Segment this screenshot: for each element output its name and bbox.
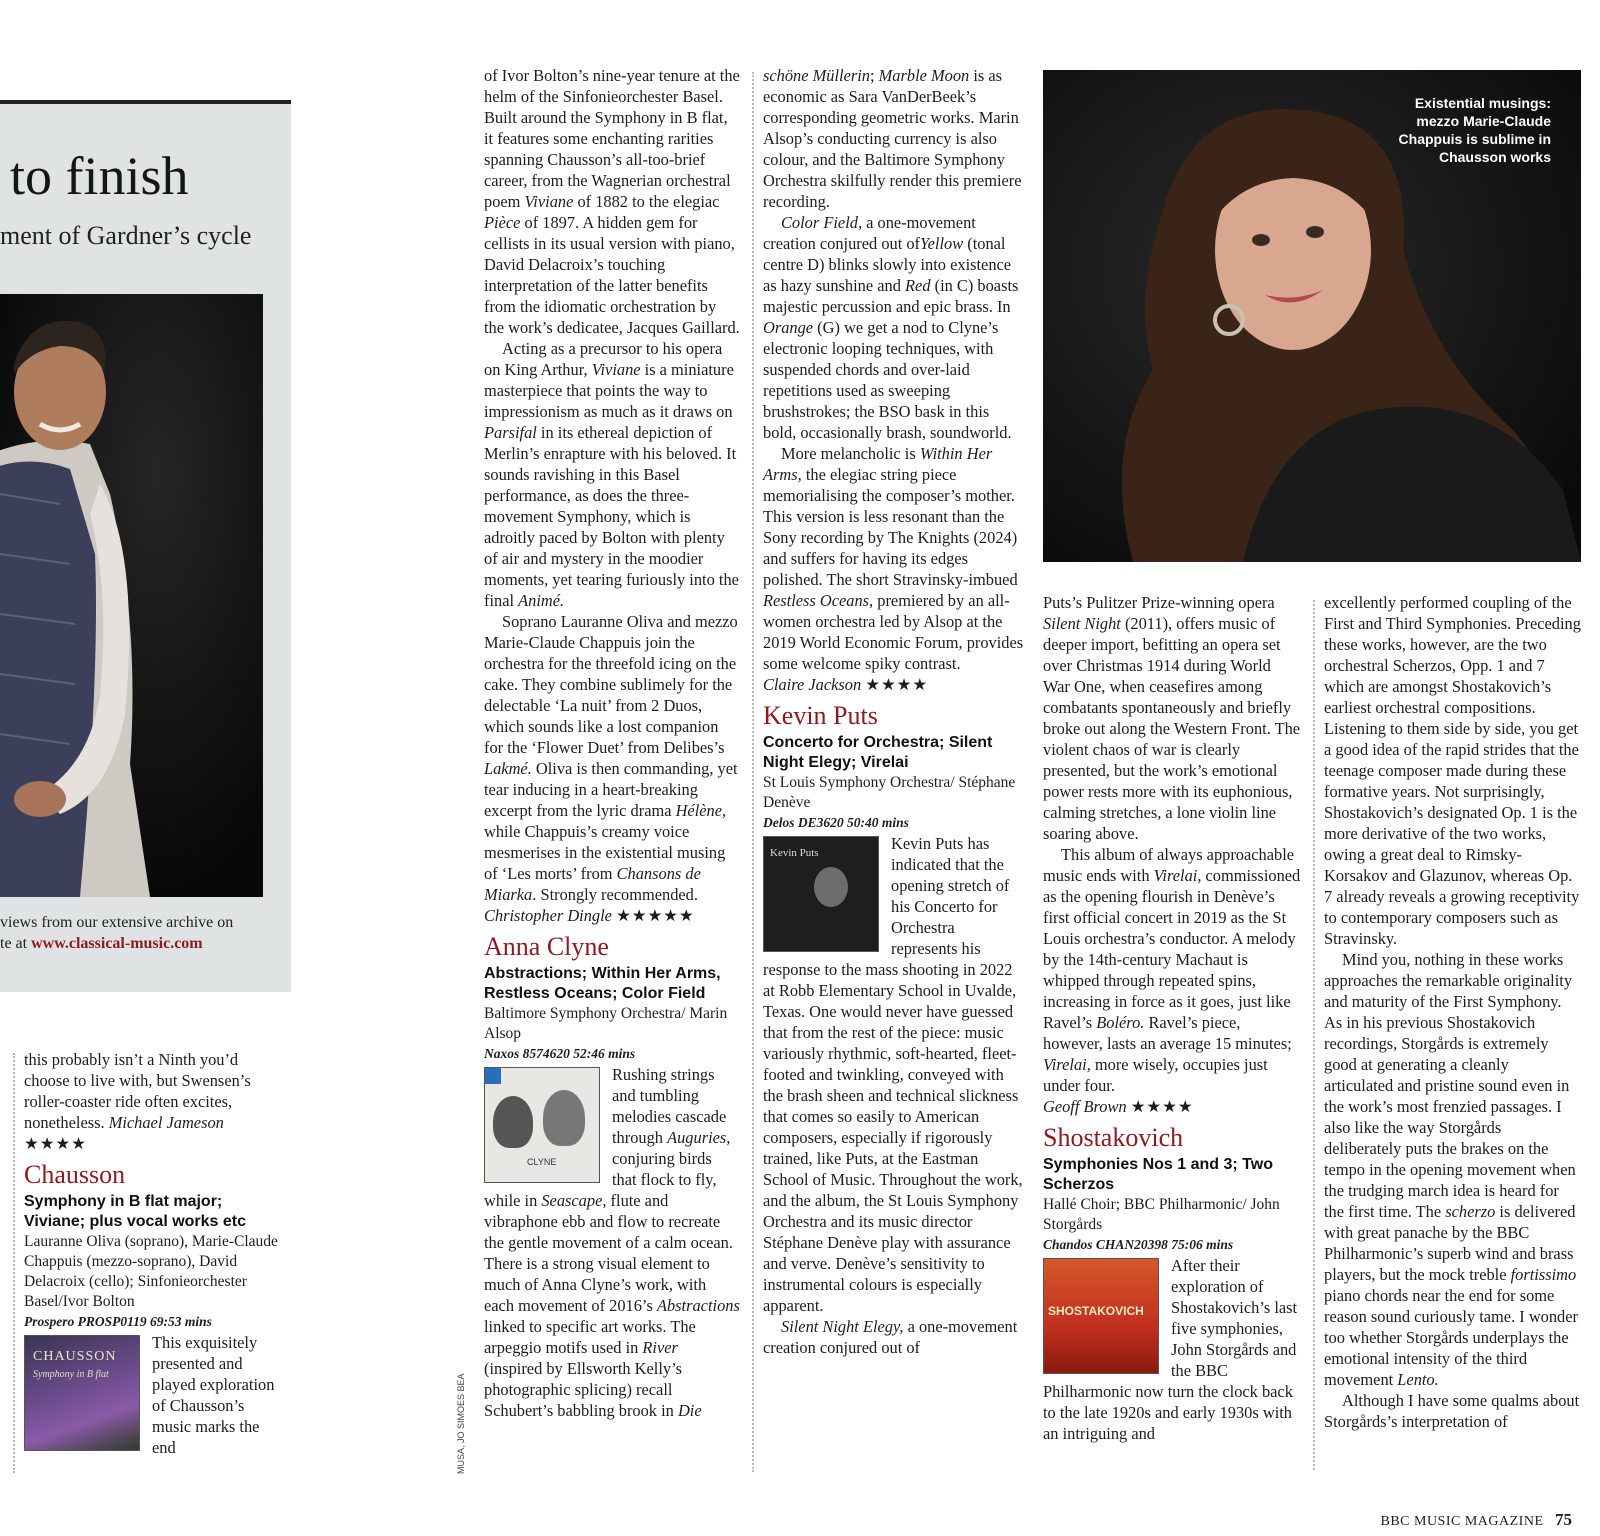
- composer-heading: Anna Clyne: [484, 932, 609, 961]
- photo-caption: Existential musings: mezzo Marie-Claude Chappuis is sublime in Chausson works: [1398, 95, 1551, 165]
- text: . Strongly recommended.: [532, 885, 698, 904]
- column-rule-1: [13, 1053, 15, 1473]
- label-catalogue: Delos DE3620 50:40 mins: [763, 815, 909, 830]
- portrait-1: [493, 1096, 533, 1148]
- star-rating: ★★★★: [24, 1134, 87, 1153]
- label-catalogue: Prospero PROSP0119 69:53 mins: [24, 1314, 212, 1329]
- text: is delivered with great panache by the BBC Philharmonic’s superb wind and brass players, but the mock treble: [1324, 1202, 1576, 1284]
- text: commissioned as the opening flourish in Denève’s first official concert in 2019 as the St Louis orchestra’s conductor. A melody by the 14th-century Machaut is whipped through repeated spins, increasing in force as it goes, just like Ravel’s: [1043, 866, 1301, 1032]
- text: River: [642, 1338, 678, 1357]
- mezzo-photo: [1043, 70, 1581, 562]
- photo-credit: MUSA, JO SIMOES BEA: [456, 1373, 466, 1474]
- performers: Lauranne Oliva (soprano), Marie-Claude Chappuis (mezzo-soprano), David Delacroix (cello); Sinfonieorchester Basel/Ivor Bolton: [24, 1233, 278, 1310]
- text: Lento.: [1397, 1370, 1439, 1389]
- text: the elegiac string piece memorialising the composer’s mother. This version is less resonant than the Sony recording by The Knights (2024) and suffers for having its edges polished. The short Stravinsky-imbued: [763, 465, 1018, 589]
- star-rating: ★★★★: [865, 675, 929, 694]
- text: a one-movement creation conjured out of: [763, 213, 976, 253]
- text: Within Her Arms,: [763, 444, 993, 484]
- album-cover-shostakovich: [1043, 1258, 1159, 1374]
- star-rating: ★★★★: [1130, 1097, 1194, 1116]
- text: is a miniature masterpiece that points the way to impressionism as much as it draws on: [484, 360, 734, 421]
- text: ;: [869, 66, 879, 85]
- text: Auguries,: [667, 1128, 731, 1147]
- text: Boléro.: [1096, 1013, 1145, 1032]
- archive-prefix: te at: [0, 935, 32, 952]
- composer-heading: Kevin Puts: [763, 701, 878, 730]
- text: premiered by an all-women orchestra led by Alsop at the 2019 World Economic Forum, provides some welcome spiky contrast.: [763, 591, 1024, 673]
- reviewer-name: Christopher Dingle: [484, 906, 612, 925]
- text: Silent Night: [1043, 614, 1121, 633]
- column-4: [1043, 592, 1301, 1444]
- text: Hélène,: [675, 801, 727, 820]
- text: Soprano Lauranne Oliva and mezzo Marie-Claude Chappuis join the orchestra for the threefold icing on the cake. They combine sublimely for the delectable ‘La nuit’ from 2 Duos, which sounds like a lost companion for the ‘Flower Duet’ from Delibes’s: [484, 612, 738, 757]
- column-5: [1324, 592, 1582, 1432]
- cover-title: CLYNE: [527, 1157, 557, 1167]
- text: Acting as a precursor to his opera on King Arthur,: [484, 339, 723, 379]
- portrait: [814, 867, 848, 907]
- text: a one-movement creation conjured out of: [763, 1317, 1018, 1357]
- text: schöne Müllerin: [763, 66, 870, 85]
- text: Viviane: [524, 192, 574, 211]
- column-rule-5: [1313, 600, 1315, 1470]
- composer-heading: Chausson: [24, 1160, 126, 1189]
- text: more wisely, occupies just under four.: [1043, 1055, 1268, 1095]
- cover-title: CHAUSSON: [33, 1349, 117, 1364]
- text: Virelai,: [1153, 866, 1202, 885]
- text: in its ethereal depiction of Merlin’s enrapture with his beloved. It sounds ravishing in this Basel performance, as does the three-movement Symphony, which is adroitly paced by Bolton with plenty of air and mystery in the moodier moments, yet tearing furiously into the final: [484, 423, 739, 610]
- text: Silent Night Elegy,: [781, 1317, 904, 1336]
- album-cover-puts: [763, 836, 879, 952]
- label-catalogue: Chandos CHAN20398 75:06 mins: [1043, 1237, 1234, 1252]
- text: Oliva is then commanding, yet tear inducing in a heart-breaking excerpt from the lyric drama: [484, 759, 738, 820]
- text: while Chappuis’s creamy voice mesmerises in the existential musing of ‘Les morts’ from: [484, 822, 726, 883]
- text: Mind you, nothing in these works approaches the remarkable originality and maturity of the First Symphony. As in his previous Shostakovich recordings, Storgårds is extremely good at generating a cleanly articulated and pristine sound even in the work’s most frenzied passages. I also like the way Storgårds deliberately puts the brakes on the tempo in the opening movement when the trudging march idea is heard for the first time. The: [1324, 950, 1576, 1221]
- text: of 1897. A hidden gem for cellists in its usual version with piano, David Delacroix’s touching interpretation of the latter benefits from the idiomatic orchestration by the work’s dedicatee, Jacques Gaillard.: [484, 213, 740, 337]
- naxos-logo: [485, 1068, 501, 1084]
- cover-title: Kevin Puts: [770, 847, 819, 859]
- text: Restless Oceans,: [763, 591, 874, 610]
- portrait-2: [543, 1090, 585, 1146]
- text: More melancholic is: [781, 444, 920, 463]
- conductor-portrait: [0, 294, 263, 897]
- text: Lakmé.: [484, 759, 532, 778]
- text: of Ivor Bolton’s nine-year tenure at the helm of the Sinfonieorchester Basel. Built around the Symphony in B flat, it features some enchanting rarities spanning Chausson’s all-too-brief career, from the Wagnerian orchestral poem: [484, 66, 740, 211]
- text: piano chords near the end for some reason sound curiously tame. I wonder too whether Storgårds underplays the emotional intensity of the third movement: [1324, 1286, 1578, 1389]
- text: flute and vibraphone ebb and flow to recreate the gentle movement of a calm ocean. There is a strong visual element to much of Anna Clyne’s work, with each movement of 2016’s: [484, 1191, 733, 1315]
- works-title: Abstractions; Within Her Arms, Restless Oceans; Color Field: [484, 965, 721, 1002]
- archive-line-2: [0, 933, 233, 954]
- archive-link[interactable]: www.classical-music.com: [31, 935, 203, 952]
- reviewer-name: Claire Jackson: [763, 675, 862, 694]
- page-footer: [1380, 1510, 1572, 1530]
- text: Ravel’s piece, however, lasts an average 15 minutes;: [1043, 1013, 1292, 1053]
- album-cover-chausson: [24, 1335, 140, 1451]
- text: (in C) boasts majestic percussion and epic brass. In: [763, 276, 1019, 316]
- column-rule-3: [752, 72, 754, 1472]
- page-number: 75: [1555, 1510, 1572, 1529]
- album-cover-clyne: [484, 1067, 600, 1183]
- text: Puts’s Pulitzer Prize-winning opera: [1043, 593, 1275, 612]
- text: excellently performed coupling of the First and Third Symphonies. Preceding these works, however, are the two orchestral Scherzos, Opp. 1 and 7 which are amongst Shostakovich’s earliest orchestral compositions. Listening to them side by side, you get a good idea of the rapid strides that the teenage composer made during these formative years. Not surprisingly, Shostakovich’s designated Op. 1 is the more derivative of the two works, owing a great deal to Rimsky-Korsakov and Glazunov, whereas Op. 7 already reveals a growing receptivity to contemporary composers such as Stravinsky.: [1324, 593, 1581, 948]
- review-body: This exquisitely presented and played exploration of Chausson’s music marks the end: [152, 1333, 275, 1457]
- text: Seascape,: [541, 1191, 607, 1210]
- text: (G) we get a nod to Clyne’s electronic looping techniques, with suspended chords and over-laid repetitions used as sweeping brushstrokes; the BSO bask in this bold, occasionally brash, soundworld.: [763, 318, 1012, 442]
- cover-subtitle: Symphony in B flat: [33, 1369, 109, 1380]
- feature-headline: to finish: [10, 146, 189, 206]
- text: Abstractions: [656, 1296, 740, 1315]
- text: (inspired by Ellsworth Kelly’s photographic splicing) recall Schubert’s babbling brook in: [484, 1359, 683, 1420]
- reviewer-name: Geoff Brown: [1043, 1097, 1127, 1116]
- text: Parsifal: [484, 423, 537, 442]
- cover-title: SHOSTAKOVICH: [1048, 1304, 1144, 1318]
- reviewer-name: Michael Jameson: [108, 1113, 224, 1132]
- text: of 1882 to the elegiac: [573, 192, 720, 211]
- previous-review-text: this probably isn’t a Ninth you’d choose to live with, but Swensen’s roller-coaster ride often excites, nonetheless.: [24, 1050, 251, 1132]
- performers: Baltimore Symphony Orchestra/ Marin Alsop: [484, 1005, 728, 1042]
- column-3: [763, 65, 1025, 1358]
- text: This album of always approachable music ends with: [1043, 845, 1295, 885]
- composer-heading: Shostakovich: [1043, 1123, 1184, 1152]
- star-rating: ★★★★★: [616, 906, 695, 925]
- magazine-name: BBC MUSIC MAGAZINE: [1380, 1514, 1544, 1529]
- performers: Hallé Choir; BBC Philharmonic/ John Storgårds: [1043, 1196, 1280, 1233]
- text: Red: [905, 276, 931, 295]
- review-body: Kevin Puts has indicated that the opening stretch of his Concerto for Orchestra represents his response to the mass shooting in 2022 at Robb Elementary School in Uvalde, Texas. One would never have guessed that from the rest of the piece: music variously rhythmic, soft-hearted, fleet-footed and twinkling, conveyed with the brash sheen and technical slickness that comes so easily to American composers, especially if rigorously trained, like Puts, at the Eastman School of Music. Throughout the work, and the album, the St Louis Symphony Orchestra and its music director Stéphane Denève play with assurance and verve. Denève’s sensitivity to instrumental colours is especially apparent.: [763, 834, 1023, 1315]
- feature-standfirst: ment of Gardner’s cycle: [0, 221, 252, 250]
- text: Chansons de Miarka: [484, 864, 701, 904]
- archive-line-1: views from our extensive archive on: [0, 914, 234, 931]
- text: Pièce: [484, 213, 521, 232]
- column-2: [484, 65, 740, 1421]
- text: Color Field,: [781, 213, 863, 232]
- works-title: Symphony in B flat major; Viviane; plus vocal works etc: [24, 1193, 247, 1230]
- performers: St Louis Symphony Orchestra/ Stéphane Denève: [763, 774, 1016, 811]
- text: scherzo: [1445, 1202, 1496, 1221]
- column-1: [24, 1049, 282, 1458]
- text: Virelai,: [1043, 1055, 1091, 1074]
- text: conjuring birds that flock to fly, while in: [484, 1149, 717, 1210]
- text: linked to specific art works. The arpeggio motifs used in: [484, 1317, 696, 1357]
- text: Viviane: [591, 360, 641, 379]
- text: Rushing strings and tumbling melodies cascade through: [612, 1065, 727, 1147]
- text: Yellow: [920, 234, 964, 253]
- text: fortissimo: [1510, 1265, 1577, 1284]
- works-title: Concerto for Orchestra; Silent Night Elegy; Virelai: [763, 734, 993, 771]
- text: Die: [677, 1401, 702, 1420]
- text: (tonal centre D) blinks slowly into existence as hazy sunshine and: [763, 234, 1012, 295]
- label-catalogue: Naxos 8574620 52:46 mins: [484, 1046, 636, 1061]
- text: Animé.: [518, 591, 565, 610]
- works-title: Symphonies Nos 1 and 3; Two Scherzos: [1043, 1156, 1273, 1193]
- text: Orange: [763, 318, 814, 337]
- review-body: After their exploration of Shostakovich’s last five symphonies, John Storgårds and the BBC Philharmonic now turn the clock back to the late 1920s and early 1930s with an intriguing and: [1043, 1256, 1298, 1443]
- text: Although I have some qualms about Storgårds’s interpretation of: [1324, 1391, 1580, 1431]
- text: is as economic as Sara VanDerBeek’s corresponding geometric works. Marin Alsop’s conducting currency is also colour, and the Baltimore Symphony Orchestra skilfully render this premiere recording.: [763, 66, 1022, 211]
- feature-photo: [0, 294, 263, 897]
- text: Marble Moon: [878, 66, 970, 85]
- text: (2011), offers music of deeper import, befitting an opera set over Christmas 1914 during World War One, when ceasefires among combatants spontaneously and briefly broke out along the Western Front. The violent chaos of war is clearly presented, but the work’s emotional power rests more with its euphonious, calming stretches, a lone violin line soaring above.: [1043, 614, 1301, 843]
